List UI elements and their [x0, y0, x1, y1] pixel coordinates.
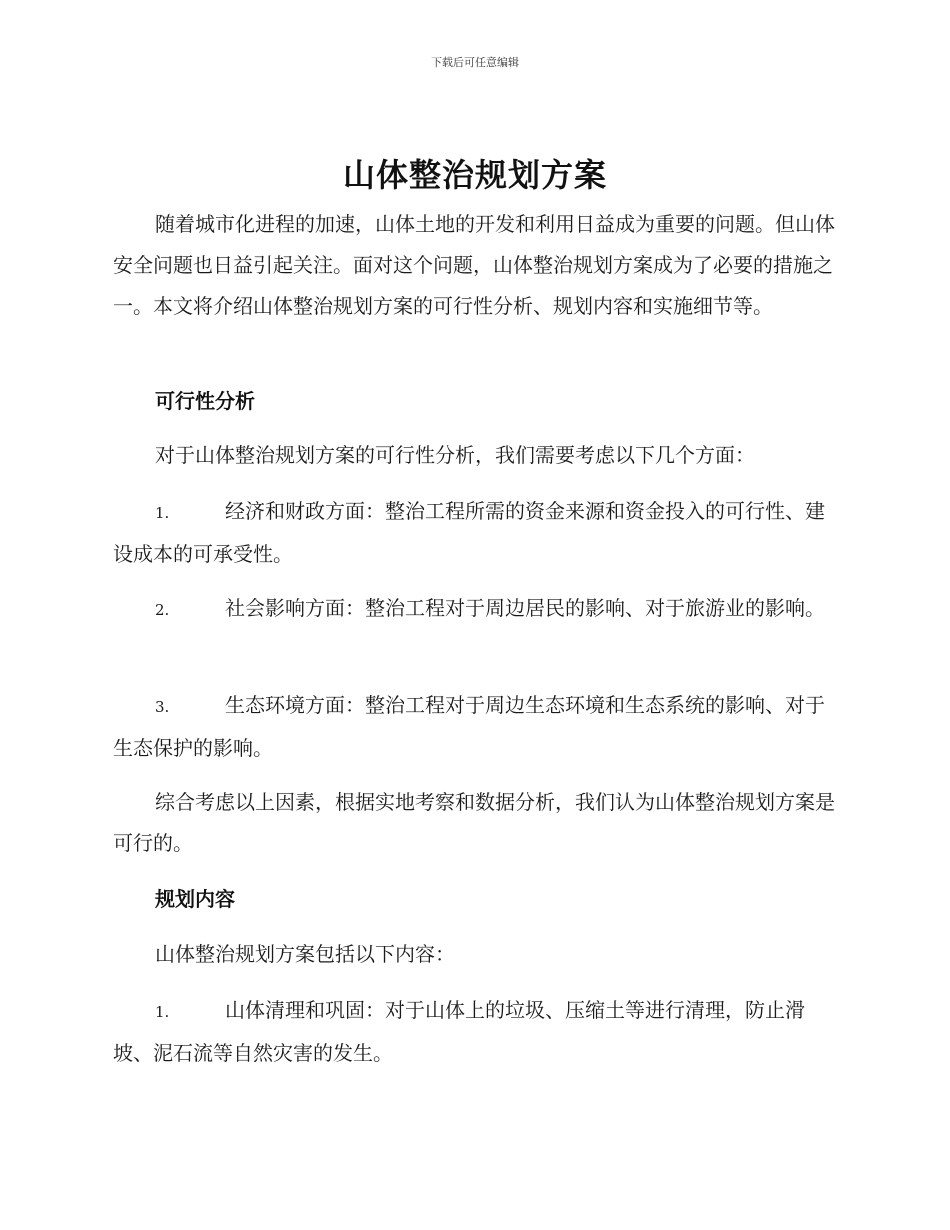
list-item-number: 1. [155, 1003, 170, 1021]
list-item-text: 经济和财政方面：整治工程所需的资金来源和资金投入的可行性、建设成本的可承受性。 [113, 499, 825, 566]
list-item-number: 3. [155, 698, 170, 716]
planning-lead: 山体整治规划方案包括以下内容： [155, 942, 455, 966]
section-heading-feasibility: 可行性分析 [155, 389, 255, 413]
list-item-number: 2. [155, 601, 170, 619]
list-item [113, 588, 835, 631]
list-item [113, 685, 835, 769]
document-title: 山体整治规划方案 [342, 156, 607, 194]
page-header: 下载后可任意编辑 [431, 56, 519, 69]
list-item-text: 生态环境方面：整治工程对于周边生态环境和生态系统的影响、对于生态保护的影响。 [113, 693, 825, 760]
intro-paragraph: 随着城市化进程的加速，山体土地的开发和利用日益成为重要的问题。但山体安全问题也日益引起关注。面对这个问题，山体整治规划方案成为了必要的措施之一。本文将介绍山体整治规划方案的可行性分析、规划内容和实施细节等。 [113, 212, 835, 318]
list-item [113, 491, 835, 575]
list-item-text: 社会影响方面：整治工程对于周边居民的影响、对于旅游业的影响。 [225, 596, 825, 620]
feasibility-conclusion: 综合考虑以上因素，根据实地考察和数据分析，我们认为山体整治规划方案是可行的。 [113, 790, 835, 855]
section-heading-planning: 规划内容 [155, 887, 235, 911]
feasibility-lead: 对于山体整治规划方案的可行性分析，我们需要考虑以下几个方面： [155, 443, 755, 467]
list-item-number: 1. [155, 504, 170, 522]
list-item-text: 山体清理和巩固：对于山体上的垃圾、压缩土等进行清理，防止滑坡、泥石流等自然灾害的发生。 [113, 998, 805, 1065]
list-item [113, 990, 835, 1074]
